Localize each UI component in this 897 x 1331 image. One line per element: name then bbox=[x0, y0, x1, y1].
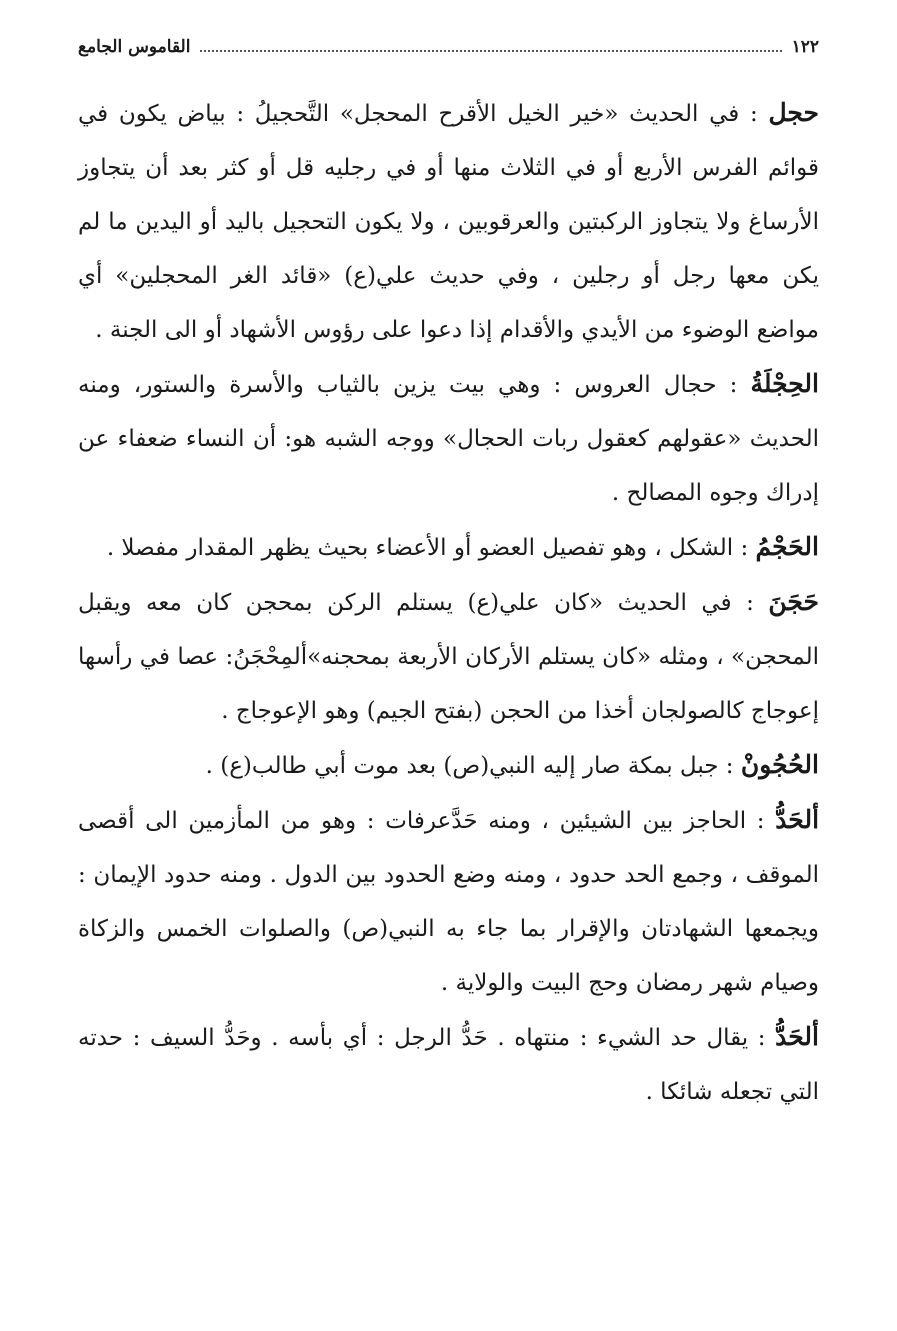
entry-term: الحَجْمُ bbox=[755, 532, 819, 561]
entry-definition: : جبل بمكة صار إليه النبي(ص) بعد موت أبي طالب(ع) . bbox=[205, 753, 734, 779]
entry-definition: : حجال العروس : وهي بيت يزين بالثياب والأسرة والستور، ومنه الحديث «عقولهم كعقول ربات الحجال» ووجه الشبه هو: أن النساء ضعفاء عن إدراك وجوه المصالح . bbox=[78, 372, 819, 506]
entry-hujun bbox=[78, 738, 819, 793]
book-title: القاموس الجامع bbox=[78, 37, 191, 57]
entry-term: حجل bbox=[768, 98, 820, 127]
entry-term: ألحَدُّ bbox=[775, 805, 820, 834]
entry-definition: : الحاجز بين الشيئين ، ومنه حَدَّعرفات : وهو من المأزمين الى أقصى الموقف ، وجمع الحد حدود ، ومنه وضع الحدود بين الدول . ومنه حدود الإيمان : ويجمعها الشهادتان والإقرار بما جاء به النبي(ص) والصلوات الخمس والزكاة وصيام شهر رمضان وحج البيت والولاية . bbox=[78, 808, 819, 996]
entry-hijla bbox=[78, 357, 819, 520]
entry-hajana bbox=[78, 575, 819, 738]
entry-hajm bbox=[78, 520, 819, 575]
entry-definition: : في الحديث «خير الخيل الأقرح المحجل» التَّحجيلُ : بياض يكون في قوائم الفرس الأربع أو في الثلاث منها أو في رجليه قل أو كثر بعد أن يتجاوز الأرساغ ولا يتجاوز الركبتين والعرقوبين ، ولا يكون التحجيل باليد أو اليدين ما لم يكن معها رجل أو رجلين ، وفي حديث علي(ع) «قائد الغر المحجلين» أي مواضع الوضوء من الأيدي والأقدام إذا دعوا على رؤوس الأشهاد أو الى الجنة . bbox=[78, 101, 819, 343]
entry-term: الحِجْلَةُ bbox=[750, 369, 819, 398]
entry-term: الحُجُونْ bbox=[740, 750, 819, 779]
entry-term: حَجَنَ bbox=[768, 587, 820, 616]
document-page bbox=[78, 30, 819, 1119]
entry-hadd-2 bbox=[78, 1010, 819, 1119]
dictionary-body bbox=[78, 86, 819, 1119]
header-dotted-leader bbox=[200, 50, 781, 52]
entry-definition: : في الحديث «كان علي(ع) يستلم الركن بمحجن كان معه ويقبل المحجن» ، ومثله «كان يستلم الأركان الأربعة بمحجنه»ألمِحْجَنُ: عصا في رأسها إعوجاج كالصولجان أخذا من الحجن (بفتح الجيم) وهو الإعوجاج . bbox=[78, 590, 819, 724]
page-header bbox=[78, 30, 819, 64]
page-number: ١٢٢ bbox=[791, 37, 819, 57]
entry-hadd-1 bbox=[78, 793, 819, 1010]
entry-term: ألحَدُّ bbox=[775, 1022, 819, 1051]
entry-definition: : يقال حد الشيء : منتهاه . حَدُّ الرجل : أي بأسه . وحَدُّ السيف : حدته التي تجعله شائكا . bbox=[78, 1025, 819, 1105]
entry-hajal bbox=[78, 86, 819, 357]
entry-definition: : الشكل ، وهو تفصيل العضو أو الأعضاء بحيث يظهر المقدار مفصلا . bbox=[106, 535, 749, 561]
